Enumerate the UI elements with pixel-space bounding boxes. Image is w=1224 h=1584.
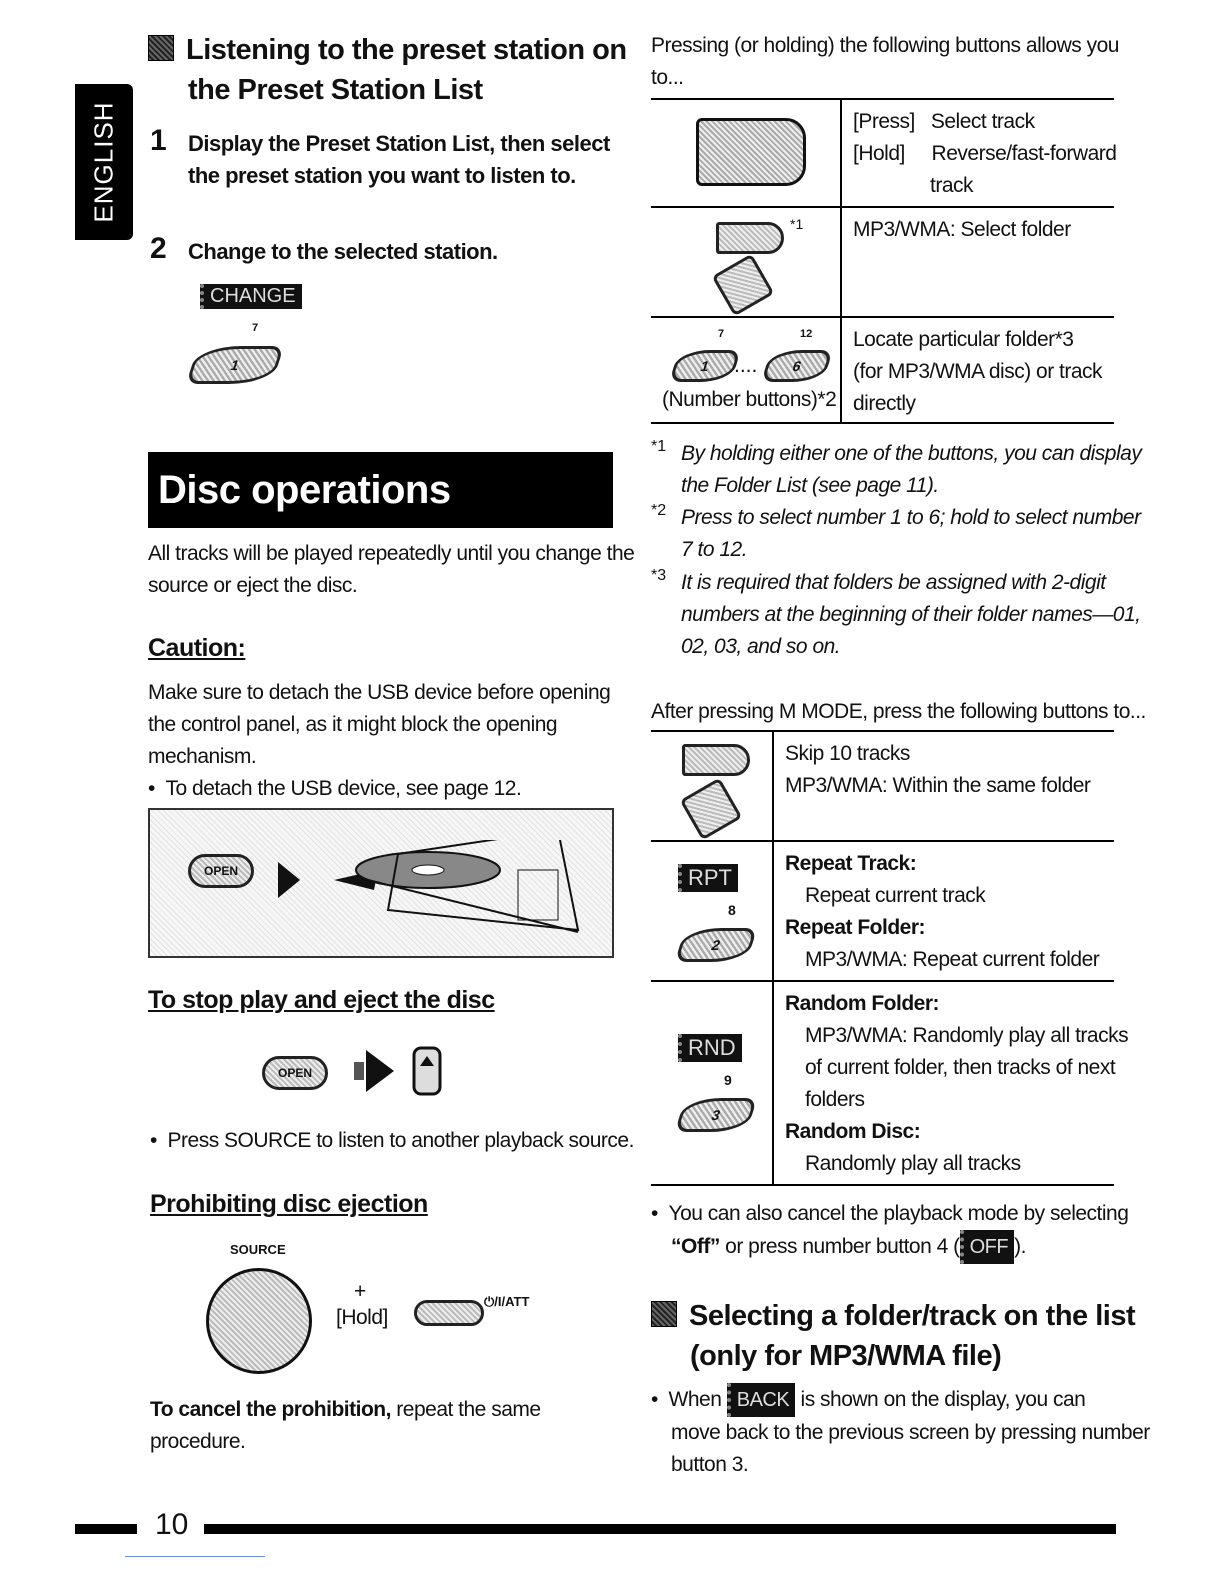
section-square-icon [651, 1301, 677, 1327]
number-button-1[interactable]: 1 [186, 346, 284, 384]
source-label: SOURCE [230, 1242, 286, 1257]
skip-down-button[interactable] [680, 778, 743, 841]
folder-text: MP3/WMA: Select folder [853, 218, 1071, 241]
dots: .... [734, 354, 758, 377]
section-square-icon [148, 35, 174, 61]
right-intro: Pressing (or holding) the following buttons allows you to... [651, 34, 1119, 89]
prohibit-heading: Prohibiting disc ejection [150, 1190, 428, 1218]
footer-bar-right [204, 1524, 1116, 1534]
step-1-text: Display the Preset Station List, then select the preset station you want to listen to. [188, 131, 610, 188]
rpt-number: 8 [728, 902, 736, 918]
eject-arrow-illustration [350, 1046, 460, 1096]
disc-eject-illustration [278, 840, 598, 950]
skip-buttons[interactable] [696, 118, 806, 186]
footer-link-line [125, 1556, 265, 1557]
power-att-button[interactable] [414, 1300, 484, 1326]
select-heading-line2: (only for MP3/WMA file) [690, 1340, 1002, 1372]
folder-down-button[interactable] [712, 254, 775, 317]
cancel-mode-bullet: • You can also cancel the playback mode by selecting “Off” or press number button 4 ( OFF ). [651, 1198, 1128, 1264]
skip-up-button[interactable] [682, 744, 750, 776]
table1-divider [840, 98, 842, 424]
folder-mark: *1 [790, 216, 804, 232]
number-button-2[interactable]: 2 [674, 928, 757, 962]
open-panel-illustration [148, 808, 614, 958]
disc-operations-title: Disc operations [148, 452, 613, 528]
rnd-display: RND [678, 1034, 742, 1062]
number-button-3[interactable]: 3 [674, 1098, 757, 1132]
table2-row-rule-2 [651, 980, 1114, 982]
table1-row-rule-2 [651, 316, 1114, 318]
hold-label: [Hold] [336, 1306, 388, 1329]
rnd-number: 9 [724, 1072, 732, 1088]
back-bullet: • When BACK is shown on the display, you can move back to the previous screen by pressing number button 3. [651, 1383, 1150, 1481]
mmode-intro: After pressing M MODE, press the following buttons to... [651, 700, 1146, 723]
source-bullet: • Press SOURCE to listen to another playback source. [150, 1129, 634, 1152]
table2-bottom-rule [651, 1184, 1114, 1186]
footnote-3: It is required that folders be assigned with 2-digit numbers at the beginning of their folder names—01, 02, 03, and so on. [681, 571, 1141, 658]
num-right: 12 [800, 328, 813, 340]
repeat-text: Repeat Track: Repeat current track Repeat Folder: MP3/WMA: Repeat current folder [785, 852, 1100, 971]
preset-heading-line2: the Preset Station List [188, 74, 483, 106]
page-number: 10 [155, 1508, 189, 1541]
rpt-display: RPT [678, 864, 738, 892]
source-dial[interactable] [206, 1268, 312, 1374]
footnote-1-mark: *1 [651, 438, 667, 455]
change-btn-number: 7 [252, 322, 259, 334]
number-button-6[interactable]: 6 [761, 350, 833, 382]
open-button[interactable]: OPEN [188, 854, 254, 888]
locate-text: Locate particular folder*3 (for MP3/WMA disc) or track directly [853, 328, 1103, 415]
language-tab [75, 84, 133, 240]
stop-eject-heading: To stop play and eject the disc [148, 986, 495, 1014]
table2-top-rule [651, 730, 1114, 732]
preset-heading: Listening to the preset station on [148, 30, 627, 70]
plus-sign: + [354, 1280, 367, 1303]
open-button-2[interactable]: OPEN [262, 1056, 328, 1090]
table2-divider [772, 730, 774, 1184]
table1-row-rule [651, 206, 1114, 208]
number-button-1b[interactable]: 1 [669, 350, 741, 382]
caution-text: Make sure to detach the USB device before opening the control panel, as it might block the opening mechanism. • To detach the USB device, see page 12. [148, 681, 611, 800]
num-left: 7 [718, 328, 725, 340]
footnote-2: Press to select number 1 to 6; hold to select number 7 to 12. [681, 506, 1141, 561]
table2-row-rule [651, 840, 1114, 842]
step-2-text: Change to the selected station. [188, 239, 498, 264]
language-tab-label: ENGLISH [88, 101, 119, 223]
select-heading: Selecting a folder/track on the list [651, 1296, 1135, 1336]
footnote-1: By holding either one of the buttons, you can display the Folder List (see page 11). [681, 442, 1142, 497]
folder-up-button[interactable] [716, 222, 784, 254]
change-display: CHANGE [200, 284, 302, 309]
step-2-number: 2 [150, 232, 167, 265]
skip-text: Skip 10 tracks MP3/WMA: Within the same folder [785, 742, 1091, 797]
step-1-number: 1 [150, 124, 167, 157]
disc-intro: All tracks will be played repeatedly until you change the source or eject the disc. [148, 542, 635, 597]
footer-bar-left [75, 1524, 137, 1534]
number-buttons-label: (Number buttons)*2 [662, 388, 837, 411]
footnote-3-mark: *3 [651, 567, 667, 584]
table1-bottom-rule [651, 422, 1114, 424]
footnote-2-mark: *2 [651, 502, 667, 519]
random-text: Random Folder: MP3/WMA: Randomly play all tracks of current folder, then tracks of next folders Random Disc: Randomly play all tracks [785, 992, 1129, 1175]
table1-top-rule [651, 98, 1114, 100]
press-hold-text: [Press] Select track [Hold] Reverse/fast-forward track [853, 110, 1117, 197]
caution-heading: Caution: [148, 634, 246, 662]
att-label: ⏻/I/ATT [484, 1294, 530, 1309]
cancel-prohibition: To cancel the prohibition, repeat the same procedure. [150, 1398, 541, 1453]
